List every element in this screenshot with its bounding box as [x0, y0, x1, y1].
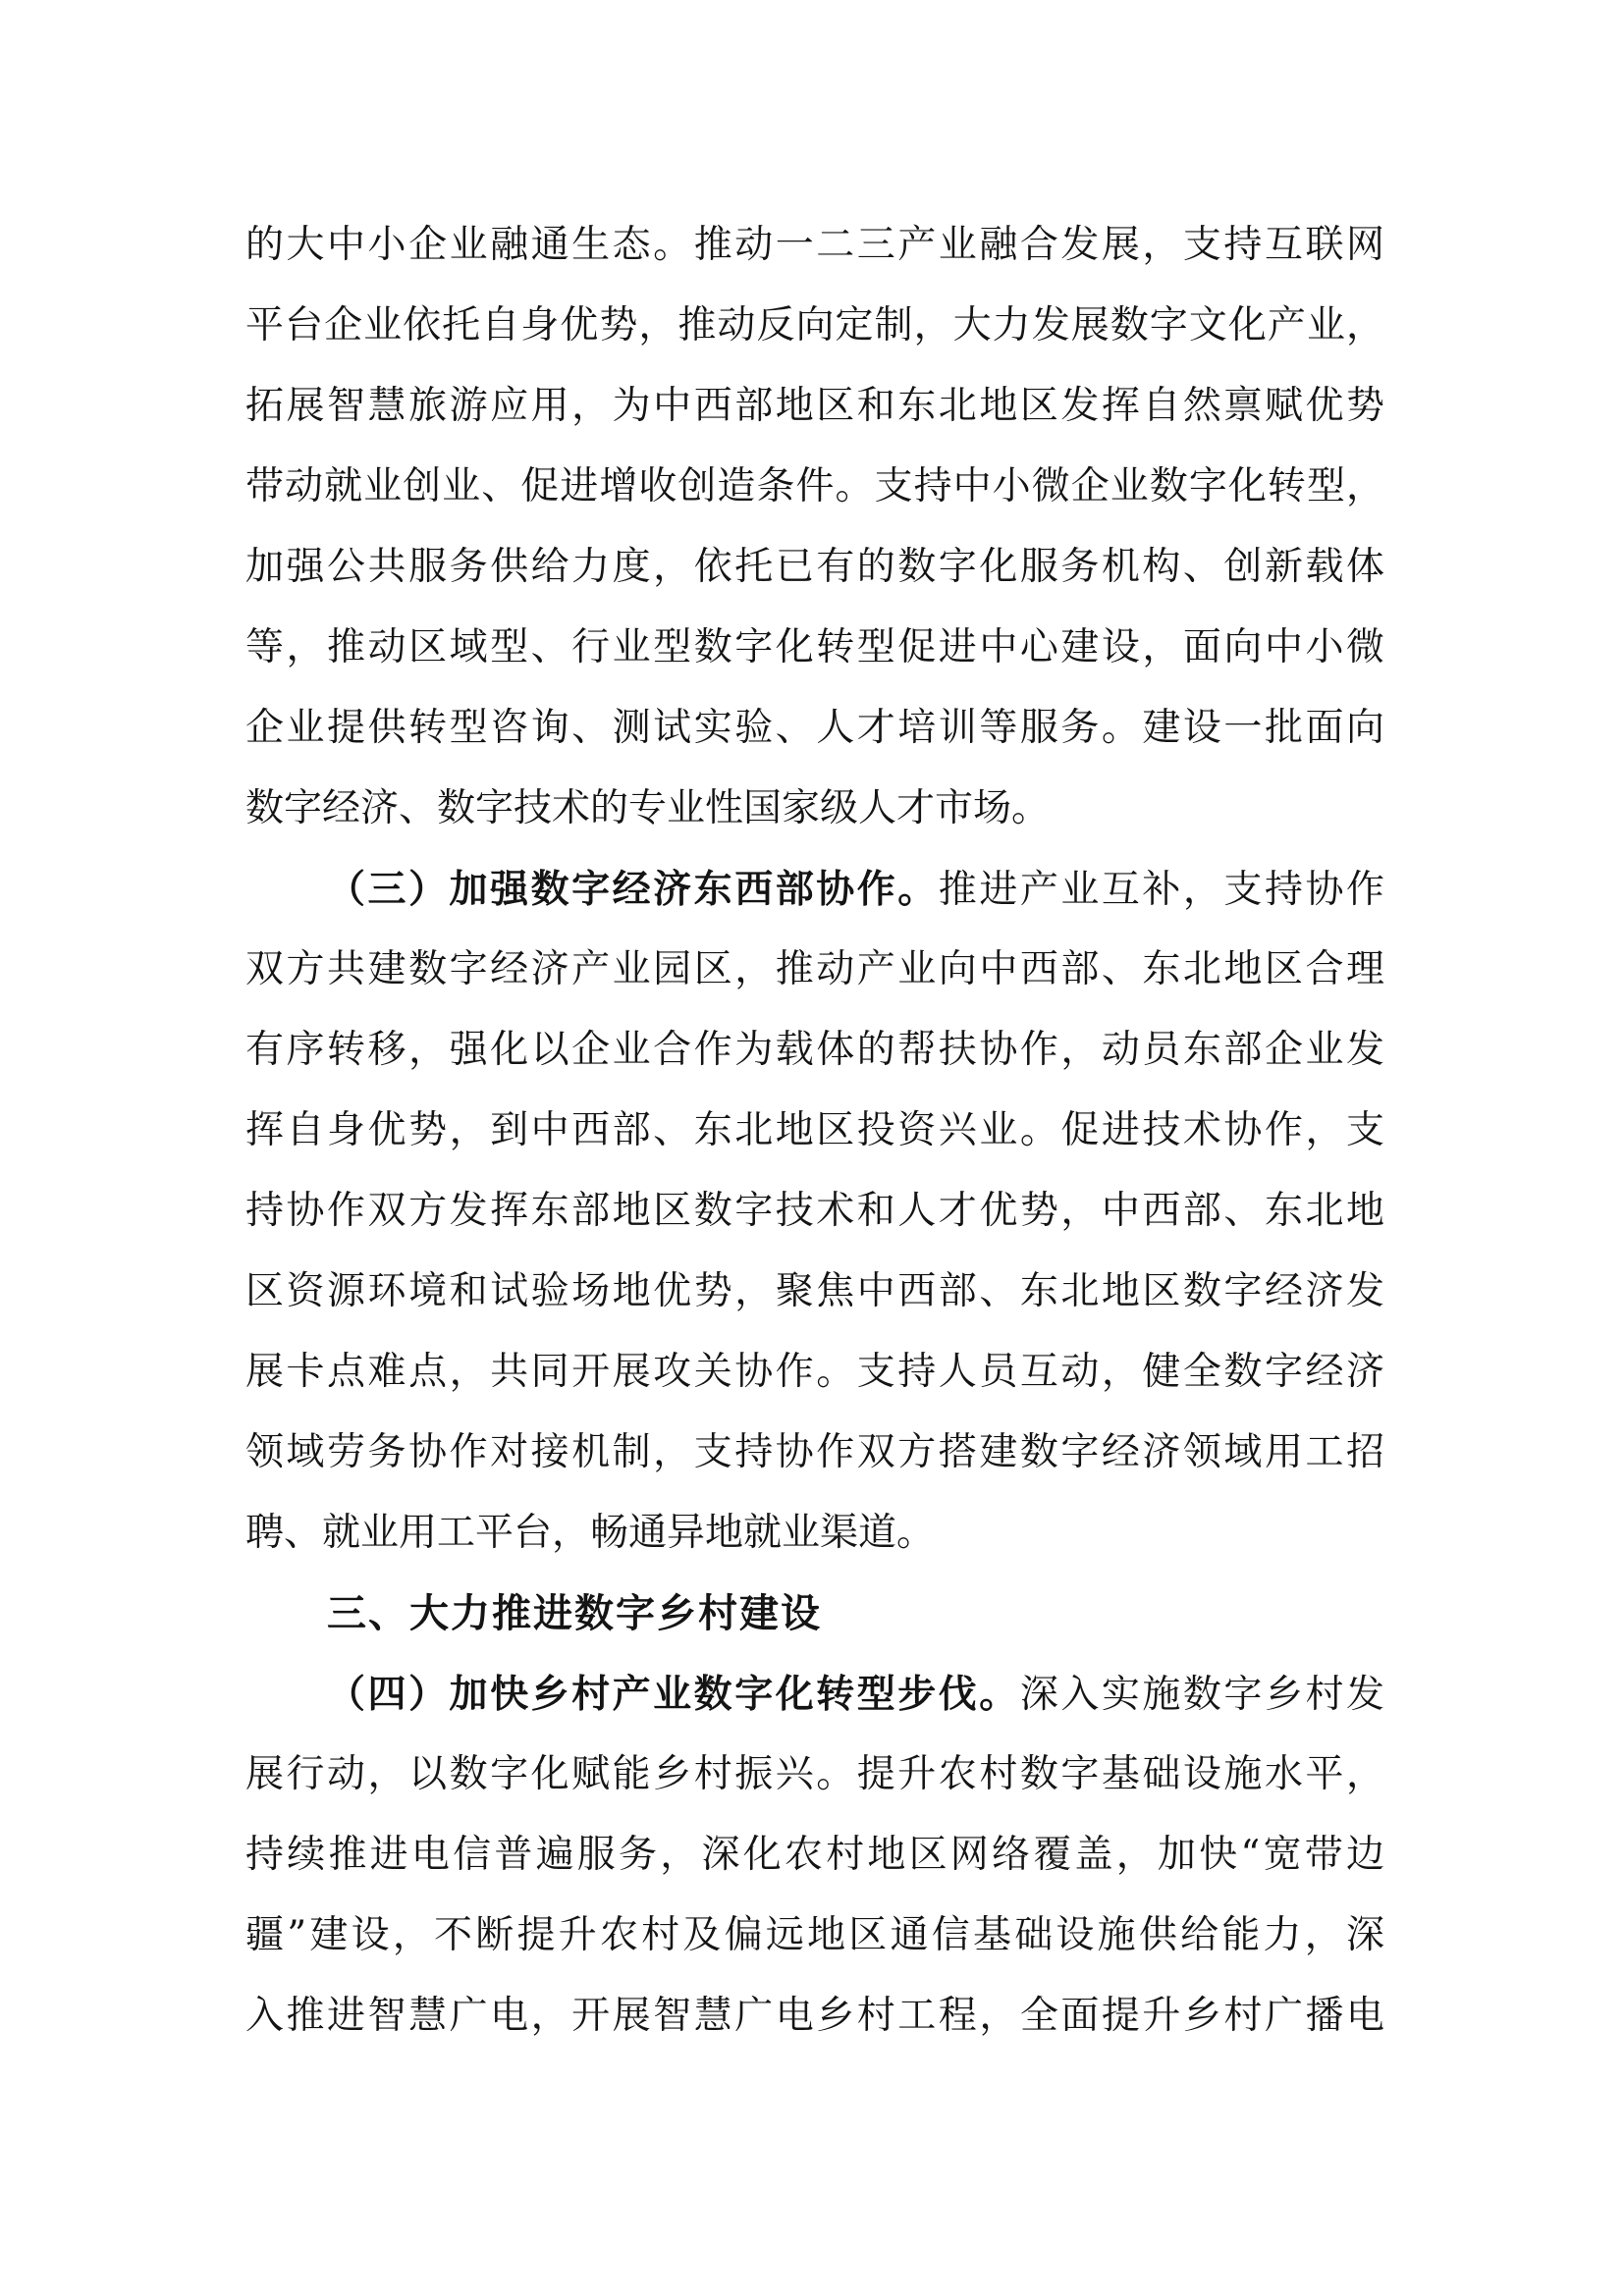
text-line [245, 527, 1384, 608]
text-line [245, 1332, 1384, 1413]
body-text: 带动就业创业、促进增收创造条件。支持中小微企业数字化转型， [245, 464, 1384, 508]
bold-run-in-text: （三）加强数字经济东西部协作。 [327, 867, 939, 912]
body-text: 推进产业互补，支持协作 [938, 868, 1384, 912]
body-text: 加强公共服务供给力度，依托已有的数字化服务机构、创新载体 [245, 545, 1384, 589]
paragraph-end-line [245, 769, 1384, 849]
text-line [245, 1171, 1384, 1252]
text-line [245, 205, 1384, 286]
body-text: 持续推进电信普遍服务，深化农村地区网络覆盖，加快“宽带边 [245, 1833, 1384, 1877]
section-heading [245, 1574, 1384, 1654]
body-text: 展行动，以数字化赋能乡村振兴。提升农村数字基础设施水平， [245, 1752, 1384, 1796]
text-line [245, 1735, 1384, 1815]
bold-run-in-text: （四）加快乡村产业数字化转型步伐。 [327, 1672, 1020, 1717]
paragraph-end-line [245, 1493, 1384, 1574]
text-line [245, 447, 1384, 527]
body-text: 的大中小企业融通生态。推动一二三产业融合发展，支持互联网 [245, 223, 1384, 267]
body-text: 聘、就业用工平台，畅通异地就业渠道。 [245, 1511, 936, 1555]
paragraph-start-line [245, 849, 1384, 930]
body-text: 疆”建设，不断提升农村及偏远地区通信基础设施供给能力，深 [245, 1913, 1384, 1957]
body-text: 挥自身优势，到中西部、东北地区投资兴业。促进技术协作，支 [245, 1108, 1384, 1152]
text-line [245, 1010, 1384, 1091]
heading-text: 三、大力推进数字乡村建设 [327, 1591, 822, 1636]
text-line [245, 1976, 1384, 2056]
text-line [245, 366, 1384, 447]
body-text: 双方共建数字经济产业园区，推动产业向中西部、东北地区合理 [245, 947, 1384, 991]
text-line [245, 688, 1384, 769]
text-line [245, 1896, 1384, 1976]
text-line [245, 1252, 1384, 1332]
body-text: 数字经济、数字技术的专业性国家级人才市场。 [245, 786, 1051, 830]
body-text: 拓展智慧旅游应用，为中西部地区和东北地区发挥自然禀赋优势 [245, 384, 1384, 428]
body-text: 有序转移，强化以企业合作为载体的帮扶协作，动员东部企业发 [245, 1028, 1384, 1072]
body-text: 持协作双方发挥东部地区数字技术和人才优势，中西部、东北地 [245, 1189, 1384, 1233]
body-text: 区资源环境和试验场地优势，聚焦中西部、东北地区数字经济发 [245, 1269, 1384, 1313]
text-line [245, 930, 1384, 1010]
text-line [245, 1091, 1384, 1171]
body-text: 展卡点难点，共同开展攻关协作。支持人员互动，健全数字经济 [245, 1350, 1384, 1394]
text-line [245, 608, 1384, 688]
text-line [245, 1413, 1384, 1493]
text-line [245, 286, 1384, 366]
document-text-block [245, 205, 1384, 2056]
paragraph-start-line [245, 1654, 1384, 1735]
body-text: 深入实施数字乡村发 [1019, 1673, 1384, 1717]
body-text: 领域劳务协作对接机制，支持协作双方搭建数字经济领域用工招 [245, 1430, 1384, 1474]
text-line [245, 1815, 1384, 1896]
body-text: 等，推动区域型、行业型数字化转型促进中心建设，面向中小微 [245, 625, 1384, 669]
body-text: 入推进智慧广电，开展智慧广电乡村工程，全面提升乡村广播电 [245, 1994, 1384, 2038]
body-text: 平台企业依托自身优势，推动反向定制，大力发展数字文化产业， [245, 303, 1384, 347]
body-text: 企业提供转型咨询、测试实验、人才培训等服务。建设一批面向 [245, 706, 1384, 750]
